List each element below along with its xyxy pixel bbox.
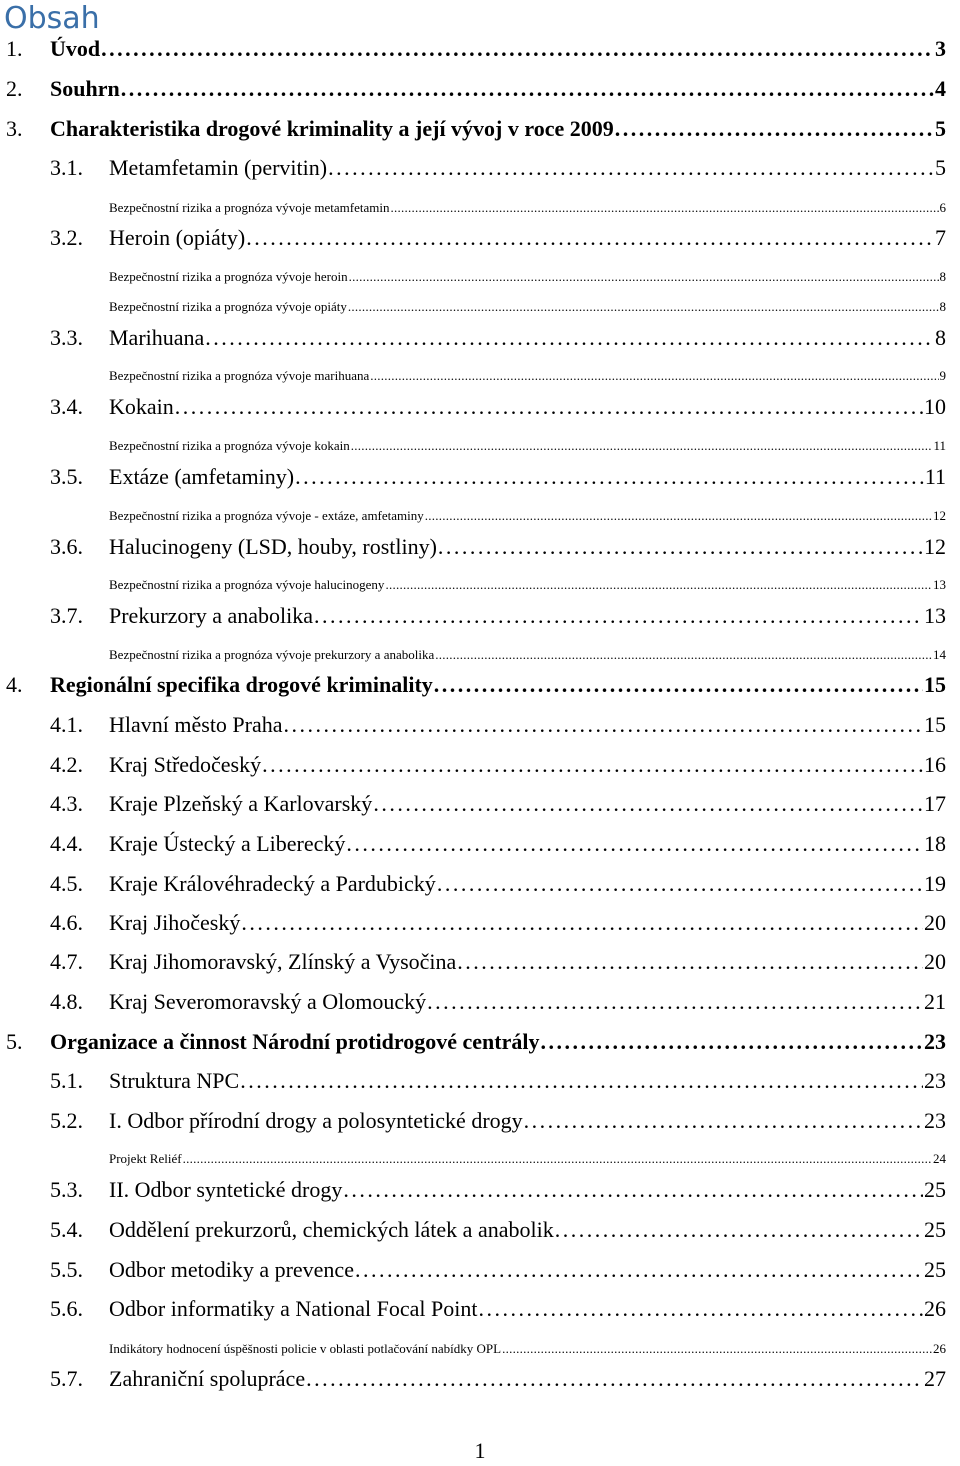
toc-entry-page: 16 [924, 752, 946, 777]
toc-entry-page: 23 [924, 1068, 946, 1093]
dot-leader [306, 1366, 923, 1392]
toc-entry-number: 4.5. [50, 871, 83, 896]
toc-entry-page: 15 [924, 712, 946, 737]
dot-leader [615, 116, 934, 142]
toc-entry-title: Bezpečnostní rizika a prognóza vývoje - extáze, amfetaminy [109, 508, 424, 523]
toc-entry-title: Indikátory hodnocení úspěšnosti policie v oblasti potlačování nabídky OPL [109, 1341, 502, 1356]
toc-entry-number: 5. [6, 1029, 23, 1054]
toc-entry[interactable] [50, 1108, 946, 1142]
toc-entry-page: 25 [924, 1257, 946, 1282]
dot-leader [328, 155, 934, 181]
toc-entry-page: 26 [933, 1341, 946, 1356]
toc-entry-number: 3.4. [50, 394, 83, 419]
toc-entry-number: 4.3. [50, 791, 83, 816]
toc-entry[interactable] [109, 368, 946, 388]
toc-entry-page: 7 [935, 225, 946, 250]
toc-entry-title: Kokain [109, 394, 174, 419]
toc-entry-number: 2. [6, 76, 23, 101]
dot-leader [555, 1217, 923, 1243]
dot-leader [351, 438, 933, 454]
toc-entry[interactable] [50, 225, 946, 259]
toc-entry-page: 26 [924, 1296, 946, 1321]
toc-entry-title: Bezpečnostní rizika a prognóza vývoje marihuana [109, 368, 370, 383]
toc-entry[interactable] [50, 712, 946, 746]
toc-entry-title: Struktura NPC [109, 1068, 240, 1093]
toc-entry-number: 5.1. [50, 1068, 83, 1093]
toc-entry-page: 25 [924, 1217, 946, 1242]
toc-entry-number: 4.4. [50, 831, 83, 856]
toc-entry-page: 12 [933, 508, 946, 523]
toc-entry-title: Zahraniční spolupráce [109, 1366, 306, 1391]
toc-entry[interactable] [50, 1177, 946, 1211]
toc-entry-title: Bezpečnostní rizika a prognóza vývoje heroin [109, 269, 348, 284]
dot-leader [314, 603, 923, 629]
dot-leader [457, 949, 923, 975]
toc-entry-title: Metamfetamin (pervitin) [109, 155, 328, 180]
toc-entry[interactable] [109, 438, 946, 458]
toc-entry-title: Bezpečnostní rizika a prognóza vývoje opiáty [109, 299, 347, 314]
dot-leader [241, 910, 923, 936]
toc-entry-page: 13 [924, 603, 946, 628]
toc-entry[interactable] [109, 577, 946, 597]
toc-entry[interactable] [50, 989, 946, 1023]
dot-leader [183, 1151, 932, 1167]
dot-leader [262, 752, 923, 778]
toc-entry-number: 3.3. [50, 325, 83, 350]
toc-entry-title: Kraj Jihomoravský, Zlínský a Vysočina [109, 949, 457, 974]
dot-leader [348, 299, 939, 315]
toc-entry-title: II. Odbor syntetické drogy [109, 1177, 343, 1202]
dot-leader [355, 1257, 923, 1283]
toc-entry-number: 3.2. [50, 225, 83, 250]
toc-entry-page: 21 [924, 989, 946, 1014]
toc-entry-title: Úvod [50, 36, 101, 61]
dot-leader [438, 534, 923, 560]
toc-entry-page: 12 [924, 534, 946, 559]
toc-entry[interactable] [50, 1296, 946, 1330]
toc-entry-title: Kraje Ústecký a Liberecký [109, 831, 346, 856]
dot-leader [425, 508, 932, 524]
toc-entry-number: 5.2. [50, 1108, 83, 1133]
toc-entry-title: Odbor informatiky a National Focal Point [109, 1296, 478, 1321]
toc-entry-page: 11 [924, 464, 946, 489]
dot-leader [101, 36, 934, 62]
toc-entry-title: Bezpečnostní rizika a prognóza vývoje halucinogeny [109, 577, 385, 592]
toc-entry-title: Charakteristika drogové kriminality a její vývoj v roce 2009 [50, 116, 614, 141]
toc-entry-page: 20 [924, 910, 946, 935]
toc-entry[interactable] [109, 1341, 946, 1361]
toc-entry-number: 5.7. [50, 1366, 83, 1391]
toc-entry-number: 3.7. [50, 603, 83, 628]
dot-leader [240, 1068, 923, 1094]
toc-entry[interactable] [6, 36, 946, 70]
toc-entry-number: 5.4. [50, 1217, 83, 1242]
toc-entry-page: 24 [933, 1151, 946, 1166]
toc-entry-page: 3 [935, 36, 946, 61]
page-number: 1 [474, 1438, 486, 1463]
toc-entry[interactable] [50, 871, 946, 905]
toc-entry-title: Kraj Jihočeský [109, 910, 241, 935]
toc-entry-number: 4.7. [50, 949, 83, 974]
toc-entry-title: Organizace a činnost Národní protidrogové centrály [50, 1029, 540, 1054]
page-title: Obsah [4, 1, 100, 36]
toc-entry-number: 4. [6, 672, 23, 697]
toc-entry[interactable] [50, 831, 946, 865]
toc-entry[interactable] [50, 910, 946, 944]
toc-entry[interactable] [50, 752, 946, 786]
toc-entry-number: 4.8. [50, 989, 83, 1014]
toc-entry-number: 4.1. [50, 712, 83, 737]
dot-leader [205, 325, 934, 351]
toc-entry-title: Extáze (amfetaminy) [109, 464, 295, 489]
toc-entry-title: Souhrn [50, 76, 120, 101]
toc-entry-page: 13 [933, 577, 946, 592]
toc-entry-page: 10 [924, 394, 946, 419]
toc-entry-page: 8 [939, 299, 946, 314]
toc-entry-number: 5.6. [50, 1296, 83, 1321]
dot-leader [175, 394, 923, 420]
toc-entry-title: Kraje Plzeňský a Karlovarský [109, 791, 373, 816]
toc-entry[interactable] [50, 1217, 946, 1251]
dot-leader [434, 672, 923, 698]
toc-entry-page: 19 [924, 871, 946, 896]
toc-entry[interactable] [50, 1068, 946, 1102]
toc-entry[interactable] [50, 603, 946, 637]
dot-leader [540, 1029, 923, 1055]
toc-entry-page: 5 [935, 116, 946, 141]
toc-entry[interactable] [50, 1257, 946, 1291]
dot-leader [524, 1108, 923, 1134]
toc-entry[interactable] [50, 464, 946, 498]
toc-entry-page: 4 [935, 76, 946, 101]
toc-entry-number: 3.5. [50, 464, 83, 489]
toc-entry-page: 8 [935, 325, 946, 350]
toc-entry-number: 3. [6, 116, 23, 141]
toc-entry-title: Halucinogeny (LSD, houby, rostliny) [109, 534, 437, 559]
toc-entry-number: 5.5. [50, 1257, 83, 1282]
dot-leader [246, 225, 934, 251]
toc-entry-number: 5.3. [50, 1177, 83, 1202]
dot-leader [343, 1177, 923, 1203]
toc-entry-page: 9 [939, 368, 946, 383]
dot-leader [370, 368, 938, 384]
toc-entry[interactable] [109, 1151, 946, 1171]
toc-entry-title: Odbor metodiky a prevence [109, 1257, 354, 1282]
toc-entry-page: 23 [924, 1029, 946, 1054]
toc-entry-title: Marihuana [109, 325, 205, 350]
toc-entry-page: 15 [924, 672, 946, 697]
toc-entry[interactable] [109, 299, 946, 319]
toc-entry[interactable] [6, 116, 946, 150]
toc-entry-title: Bezpečnostní rizika a prognóza vývoje prekurzory a anabolika [109, 647, 435, 662]
toc-entry[interactable] [6, 672, 946, 706]
dot-leader [437, 871, 923, 897]
dot-leader [349, 269, 939, 285]
toc-entry[interactable] [50, 534, 946, 568]
toc-entry[interactable] [109, 647, 946, 667]
toc-entry-number: 4.6. [50, 910, 83, 935]
toc-entry-title: Bezpečnostní rizika a prognóza vývoje kokain [109, 438, 350, 453]
toc-entry-page: 8 [939, 269, 946, 284]
toc-entry-number: 3.1. [50, 155, 83, 180]
toc-entry[interactable] [50, 155, 946, 189]
toc-entry[interactable] [6, 1029, 946, 1063]
toc-entry-title: Bezpečnostní rizika a prognóza vývoje metamfetamin [109, 200, 390, 215]
toc-entry-title: Kraje Královéhradecký a Pardubický [109, 871, 436, 896]
toc-entry[interactable] [50, 791, 946, 825]
toc-entry-number: 3.6. [50, 534, 83, 559]
dot-leader [478, 1296, 923, 1322]
toc-entry[interactable] [109, 508, 946, 528]
toc-entry[interactable] [50, 1366, 946, 1400]
toc-entry-number: 1. [6, 36, 23, 61]
toc-entry-number: 4.2. [50, 752, 83, 777]
toc-entry-page: 5 [935, 155, 946, 180]
toc-entry[interactable] [109, 200, 946, 220]
toc-entry-title: Heroin (opiáty) [109, 225, 246, 250]
toc-entry-page: 20 [924, 949, 946, 974]
toc-entry-page: 25 [924, 1177, 946, 1202]
dot-leader [427, 989, 923, 1015]
toc-entry-page: 18 [924, 831, 946, 856]
toc-entry-title: Prekurzory a anabolika [109, 603, 314, 628]
toc-entry-title: Projekt Reliéf [109, 1151, 182, 1166]
dot-leader [121, 76, 934, 102]
dot-leader [373, 791, 923, 817]
toc-entry-page: 17 [924, 791, 946, 816]
toc-entry-page: 11 [933, 438, 946, 453]
toc-entry[interactable] [6, 76, 946, 110]
dot-leader [295, 464, 924, 490]
dot-leader [435, 647, 932, 663]
toc-entry-page: 6 [939, 200, 946, 215]
toc-entry-page: 14 [933, 647, 946, 662]
toc-entry[interactable] [50, 949, 946, 983]
toc-entry-title: Regionální specifika drogové kriminality [50, 672, 433, 697]
dot-leader [390, 200, 938, 216]
dot-leader [284, 712, 923, 738]
toc-entry-title: Oddělení prekurzorů, chemických látek a anabolik [109, 1217, 554, 1242]
toc-entry[interactable] [109, 269, 946, 289]
toc-entry[interactable] [50, 394, 946, 428]
dot-leader [502, 1341, 932, 1357]
toc-entry-page: 27 [924, 1366, 946, 1391]
dot-leader [385, 577, 932, 593]
toc-entry[interactable] [50, 325, 946, 359]
toc-entry-page: 23 [924, 1108, 946, 1133]
toc-entry-title: Kraj Severomoravský a Olomoucký [109, 989, 427, 1014]
toc-entry-title: Kraj Středočeský [109, 752, 262, 777]
dot-leader [346, 831, 923, 857]
toc-entry-title: Hlavní město Praha [109, 712, 283, 737]
toc-entry-title: I. Odbor přírodní drogy a polosyntetické drogy [109, 1108, 523, 1133]
